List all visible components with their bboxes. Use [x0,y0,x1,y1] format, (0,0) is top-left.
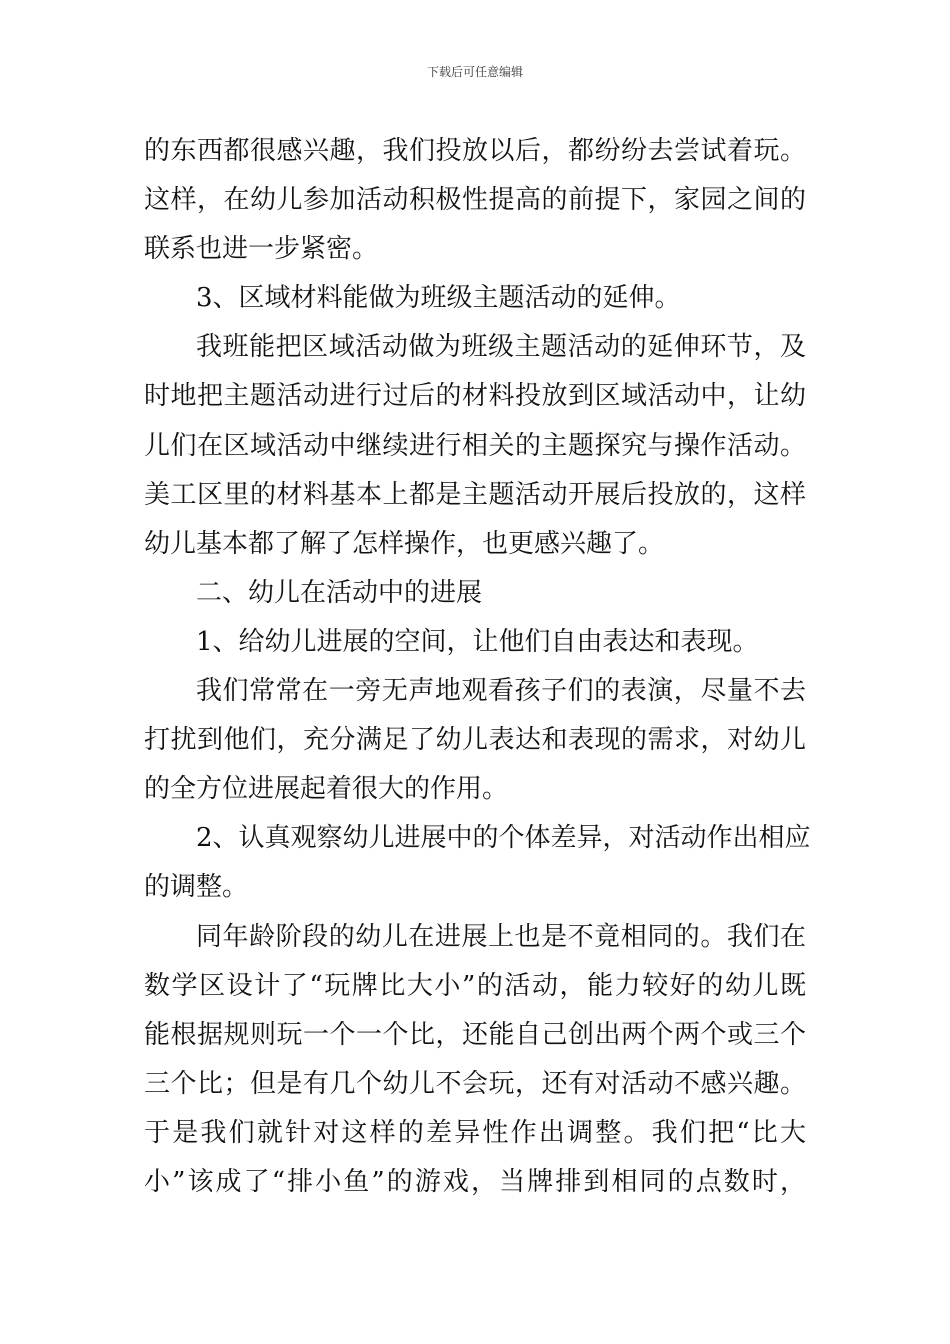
text-line: 我们常常在一旁无声地观看孩子们的表演，尽量不去 [196,676,806,707]
text-line: 打扰到他们，充分满足了幼儿表达和表现的需求，对幼儿 [144,725,806,756]
text-line: 的东西都很感兴趣，我们投放以后，都纷纷去尝试着玩。 [144,136,806,166]
text-line: 联系也进一步紧密。 [144,234,379,265]
text-line: 三个比；但是有几个幼儿不会玩，还有对活动不感兴趣。 [144,1068,806,1099]
text-line: 二、幼儿在活动中的进展 [196,577,483,608]
text-line: 于是我们就针对这样的差异性作出调整。我们把“比大 [144,1117,806,1148]
text-line: 我班能把区域活动做为班级主题活动的延伸环节，及 [196,332,806,363]
text-line: 同年龄阶段的幼儿在进展上也是不竟相同的。我们在 [196,921,806,952]
text-line: 数学区设计了“玩牌比大小”的活动，能力较好的幼儿既 [144,970,806,1001]
text-line: 能根据规则玩一个一个比，还能自己创出两个两个或三个 [144,1019,806,1050]
text-line: 2、认真观察幼儿进展中的个体差异，对活动作出相应 [196,823,811,854]
page-header: 下载后可任意编辑 [426,65,523,79]
text-line: 3、区域材料能做为班级主题活动的延伸。 [196,283,681,314]
text-line: 小”该成了“排小鱼”的游戏，当牌排到相同的点数时， [144,1166,806,1197]
text-line: 幼儿基本都了解了怎样操作，也更感兴趣了。 [144,528,665,559]
text-line: 1、给幼儿进展的空间，让他们自由表达和表现。 [196,626,759,657]
text-line: 美工区里的材料基本上都是主题活动开展后投放的，这样 [144,479,806,510]
body-text [144,127,811,1207]
text-line: 时地把主题活动进行过后的材料投放到区域活动中，让幼 [144,381,806,412]
text-line: 的全方位进展起着很大的作用。 [144,774,509,805]
text-line: 的调整。 [144,872,249,903]
text-line: 这样，在幼儿参加活动积极性提高的前提下，家园之间的 [144,185,806,216]
text-line: 儿们在区域活动中继续进行相关的主题探究与操作活动。 [144,430,806,461]
